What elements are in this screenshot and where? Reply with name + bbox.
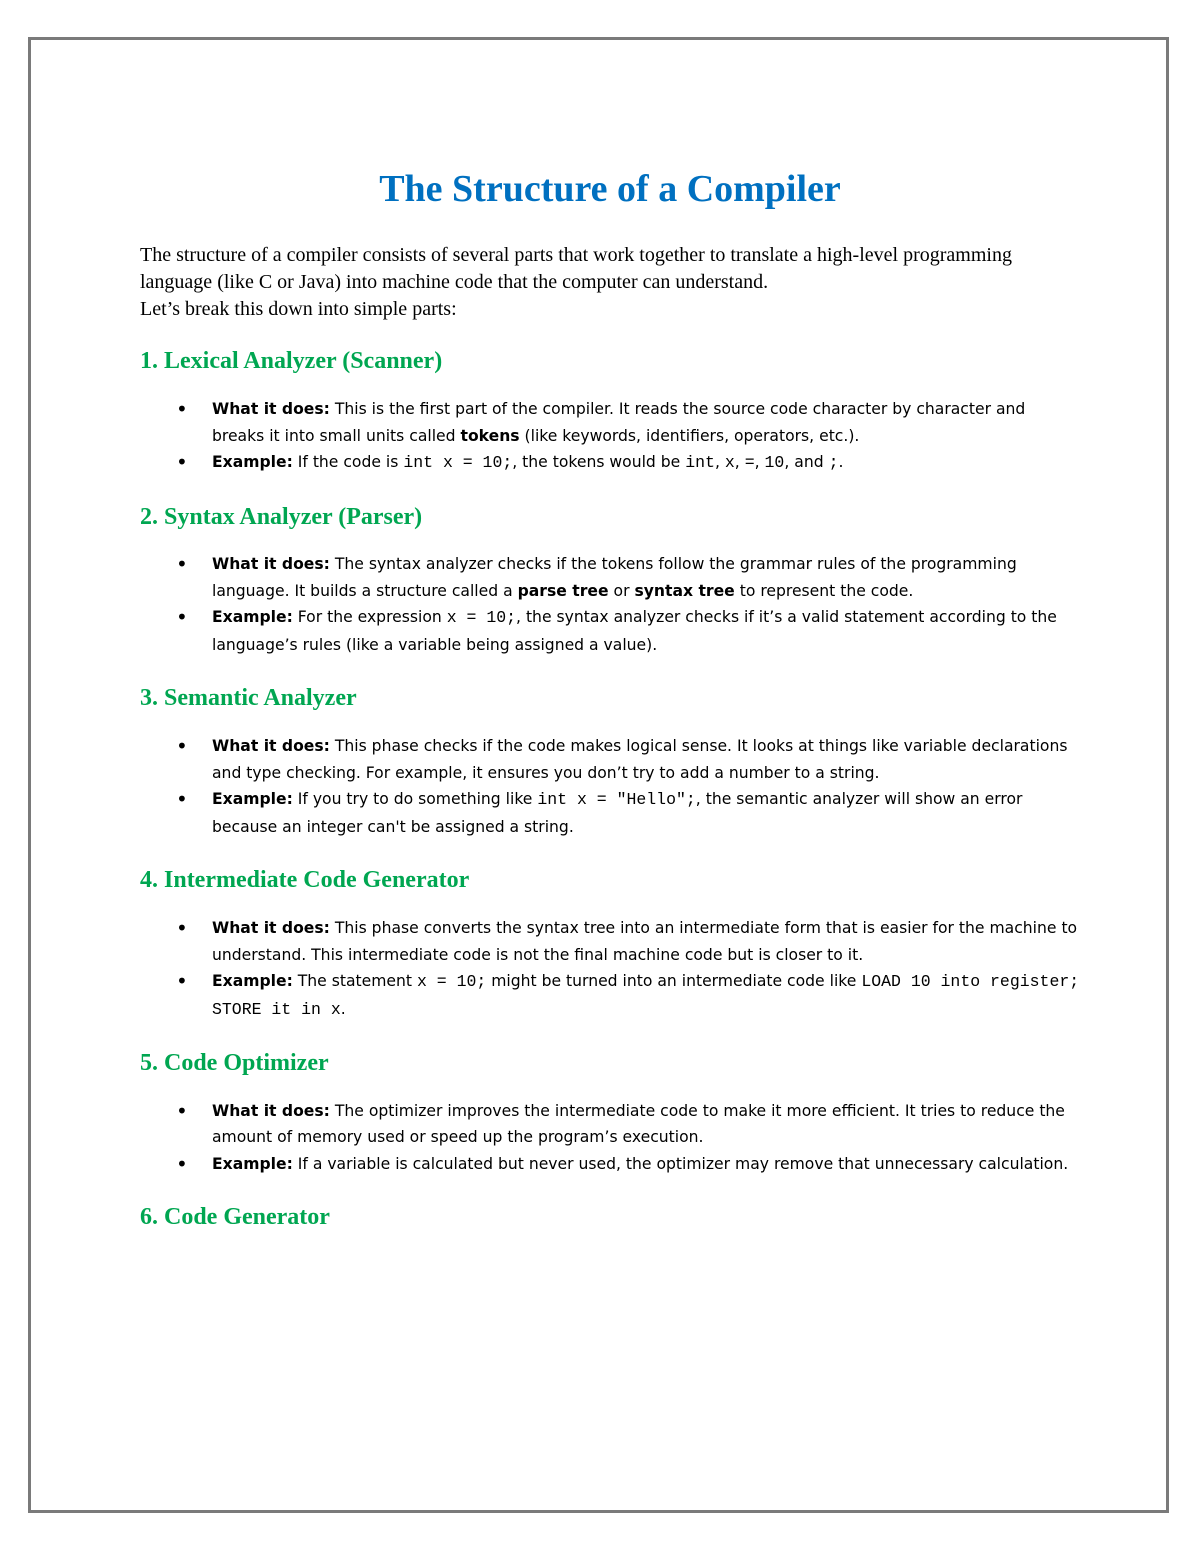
document-content (140, 165, 1080, 1252)
page-title: The Structure of a Compiler (379, 168, 841, 210)
bullet-label: What it does: (212, 555, 330, 574)
bullet-text: or (608, 581, 635, 600)
bullet-label: Example: (212, 972, 293, 991)
code-snippet: ; (828, 453, 839, 473)
bullet-text: , (714, 453, 725, 472)
bullet-text: The statement (292, 972, 417, 991)
bullet-text: The optimizer improves the intermediate code to make it more efficient. It tries to reduce the amount of memory used or speed up the program’s execution. (212, 1101, 1065, 1147)
list-item (212, 604, 1080, 658)
bullet-label: What it does: (212, 1101, 330, 1120)
code-snippet: LOAD 10 into register; STORE it in x (212, 972, 1080, 1019)
bullet-text: , the syntax analyzer checks if it’s a valid statement according to the language’s rules (like a variable being assigned a value). (212, 608, 1057, 654)
bullet-text: might be turned into an intermediate code like (486, 972, 862, 991)
intro-paragraph (140, 242, 1080, 323)
section-heading-lexical-analyzer: 1. Lexical Analyzer (Scanner) (140, 348, 443, 375)
list-item (212, 449, 1080, 477)
code-snippet: int x = "Hello"; (537, 790, 696, 810)
code-snippet: x = 10; (446, 608, 517, 628)
section-list-lexical-analyzer (140, 396, 1080, 477)
bullet-text: , the semantic analyzer will show an error because an integer can't be assigned a string. (212, 790, 1023, 836)
section-list-semantic-analyzer (140, 733, 1080, 840)
list-item (212, 551, 1080, 604)
bullet-text: . (838, 453, 844, 472)
code-snippet: 10 (764, 453, 785, 473)
key-term: tokens (460, 426, 520, 445)
section-list-syntax-analyzer (140, 551, 1080, 658)
bullet-text: If you try to do something like (292, 790, 538, 809)
section-heading-code-optimizer: 5. Code Optimizer (140, 1050, 329, 1077)
bullet-text: This is the first part of the compiler. It reads the source code character by character and breaks it into small units called (212, 400, 1026, 445)
key-term: syntax tree (634, 581, 735, 600)
bullet-text: , (734, 453, 745, 472)
bullet-label: Example: (212, 608, 293, 627)
code-snippet: x = 10; (416, 972, 487, 992)
bullet-text: , (754, 453, 765, 472)
intro-text: The structure of a compiler consists of several parts that work together to translate a high-level programming language (like C or Java) into machine code that the computer can understand. (140, 244, 1012, 294)
list-item (212, 1098, 1080, 1151)
bullet-label: What it does: (212, 737, 330, 756)
intro-text-2: Let’s break this down into simple parts: (140, 298, 457, 321)
bullet-label: What it does: (212, 919, 330, 938)
bullet-label: Example: (212, 1154, 293, 1173)
bullet-text: . (340, 999, 346, 1018)
bullet-text: For the expression (292, 608, 447, 627)
bullet-text: , the tokens would be (512, 453, 686, 472)
list-item (212, 915, 1080, 968)
list-item (212, 786, 1080, 840)
list-item (212, 968, 1080, 1023)
bullet-text: If a variable is calculated but never used, the optimizer may remove that unnecessary calculation. (292, 1154, 1069, 1173)
code-snippet: = (744, 453, 755, 473)
bullet-label: Example: (212, 790, 293, 809)
bullet-text: This phase converts the syntax tree into an intermediate form that is easier for the machine to understand. This intermediate code is not the final machine code but is closer to it. (212, 919, 1078, 964)
list-item (212, 1151, 1080, 1178)
section-heading-semantic-analyzer: 3. Semantic Analyzer (140, 685, 357, 712)
list-item (212, 396, 1080, 449)
key-term: parse tree (517, 581, 609, 600)
bullet-text: , and (784, 453, 829, 472)
section-heading-code-generator: 6. Code Generator (140, 1204, 330, 1231)
bullet-label: What it does: (212, 400, 330, 419)
bullet-text: The syntax analyzer checks if the tokens follow the grammar rules of the programming language. It builds a structure called a (212, 555, 1017, 600)
section-list-intermediate-code-generator (140, 915, 1080, 1023)
section-heading-syntax-analyzer: 2. Syntax Analyzer (Parser) (140, 503, 423, 530)
bullet-text: (like keywords, identifiers, operators, etc.). (519, 426, 860, 445)
code-snippet: int x = 10; (403, 453, 513, 473)
bullet-text: to represent the code. (734, 581, 914, 600)
section-heading-intermediate-code-generator: 4. Intermediate Code Generator (140, 867, 470, 894)
code-snippet: int (685, 453, 715, 473)
bullet-text: If the code is (292, 453, 404, 472)
section-list-code-optimizer (140, 1098, 1080, 1178)
code-snippet: x (724, 453, 735, 473)
bullet-text: This phase checks if the code makes logical sense. It looks at things like variable declarations and type checking. For example, it ensures you don’t try to add a number to a string. (212, 737, 1068, 782)
list-item (212, 733, 1080, 786)
bullet-label: Example: (212, 453, 293, 472)
